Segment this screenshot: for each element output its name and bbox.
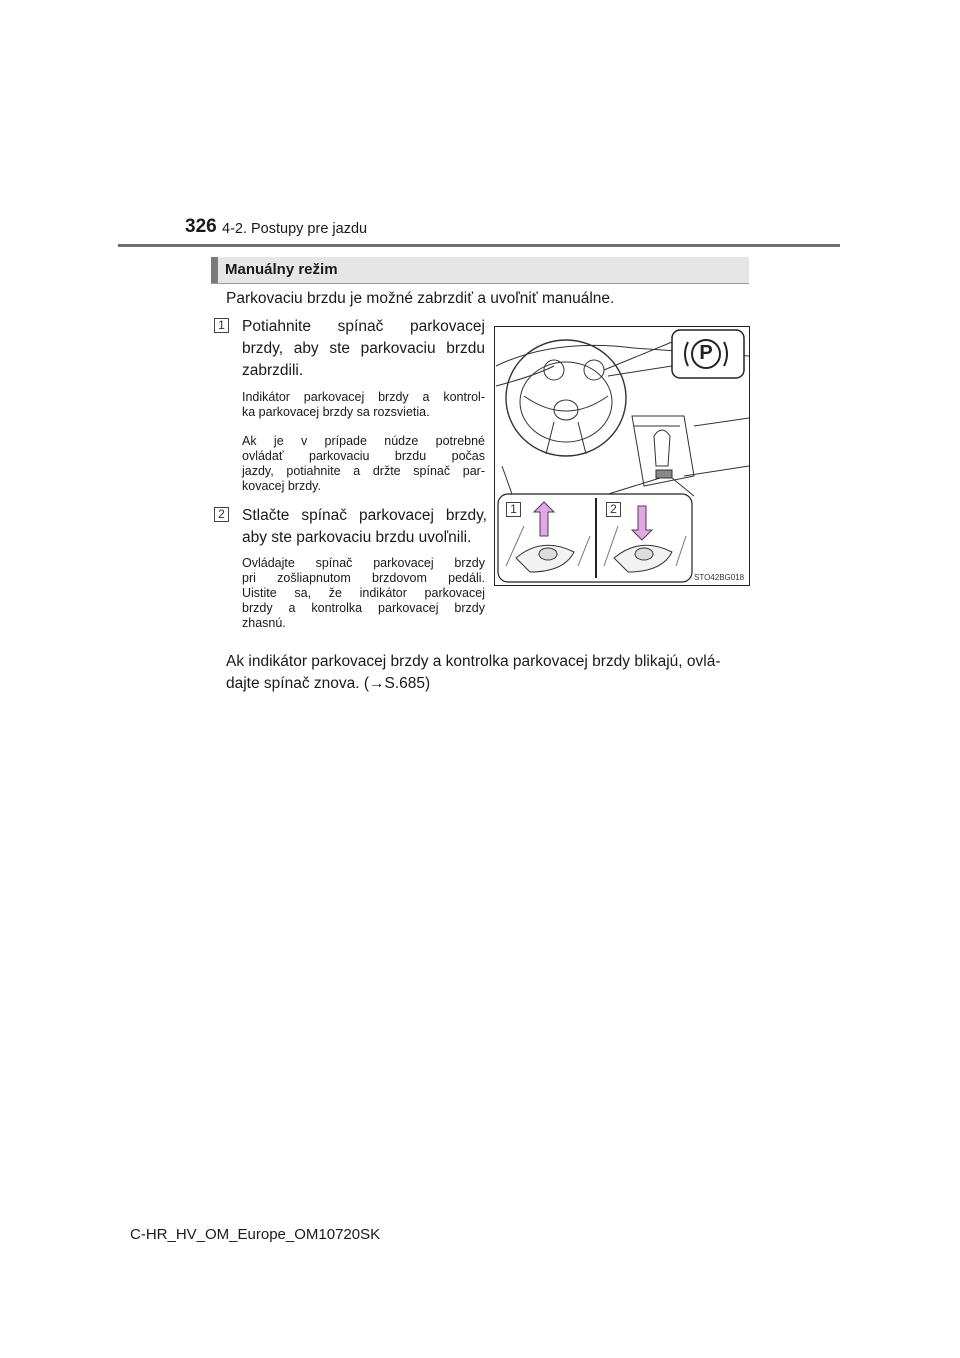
note-line: Indikátor parkovacej brzdy a kontrol- <box>242 390 485 404</box>
step-2-line: Stlačte spínač parkovacej brzdy, <box>242 507 487 524</box>
p-symbol: P <box>699 342 713 364</box>
step-1-note-2 <box>242 434 485 494</box>
step-2-text <box>242 505 487 549</box>
note-line: brzdy a kontrolka parkovacej brzdy <box>242 601 485 615</box>
step-1-note-1 <box>242 390 485 420</box>
page-number: 326 <box>185 216 217 237</box>
footer-document-id: C-HR_HV_OM_Europe_OM10720SK <box>130 1226 381 1243</box>
note-line: Ovládajte spínač parkovacej brzdy <box>242 556 485 570</box>
callout-1-icon: 1 <box>506 502 521 517</box>
step-1-line: brzdy, aby ste parkovaciu brzdu <box>242 340 485 357</box>
note-line: pri zošliapnutom brzdovom pedáli. <box>242 571 485 585</box>
step-1-line: zabrzdili. <box>242 362 304 379</box>
header-rule <box>118 244 840 247</box>
note-line: Ak je v prípade núdze potrebné <box>242 434 485 448</box>
note-line: zhasnú. <box>242 616 286 630</box>
step-2-note-1 <box>242 556 485 631</box>
parking-brake-illustration <box>494 326 750 586</box>
after-line: Ak indikátor parkovacej brzdy a kontrolka parkovacej brzdy blikajú, ovlá- <box>226 653 721 670</box>
after-line: dajte spínač znova. (→S.685) <box>226 675 431 692</box>
step-1-text <box>242 316 485 382</box>
note-line: kovacej brzdy. <box>242 479 321 493</box>
section-heading: Manuálny režim <box>225 261 338 278</box>
step-1-number-icon: 1 <box>214 318 229 333</box>
section-heading-bar <box>211 257 749 284</box>
callout-2-icon: 2 <box>606 502 621 517</box>
step-2-number-icon: 2 <box>214 507 229 522</box>
heading-accent <box>211 257 218 283</box>
note-line: Uistite sa, že indikátor parkovacej <box>242 586 485 600</box>
after-text <box>226 651 721 695</box>
note-line: ka parkovacej brzdy sa rozsvietia. <box>242 405 430 419</box>
figure-code: STO42BG018 <box>694 573 745 582</box>
step-2-line: aby ste parkovaciu brzdu uvoľnili. <box>242 529 472 546</box>
intro-text: Parkovaciu brzdu je možné zabrzdiť a uvoľniť manuálne. <box>226 290 615 307</box>
parking-brake-figure <box>494 326 750 586</box>
step-1-line: Potiahnite spínač parkovacej <box>242 318 485 335</box>
note-line: jazdy, potiahnite a držte spínač par- <box>242 464 485 478</box>
note-line: ovládať parkovaciu brzdu počas <box>242 449 485 463</box>
section-title: 4-2. Postupy pre jazdu <box>222 221 368 237</box>
